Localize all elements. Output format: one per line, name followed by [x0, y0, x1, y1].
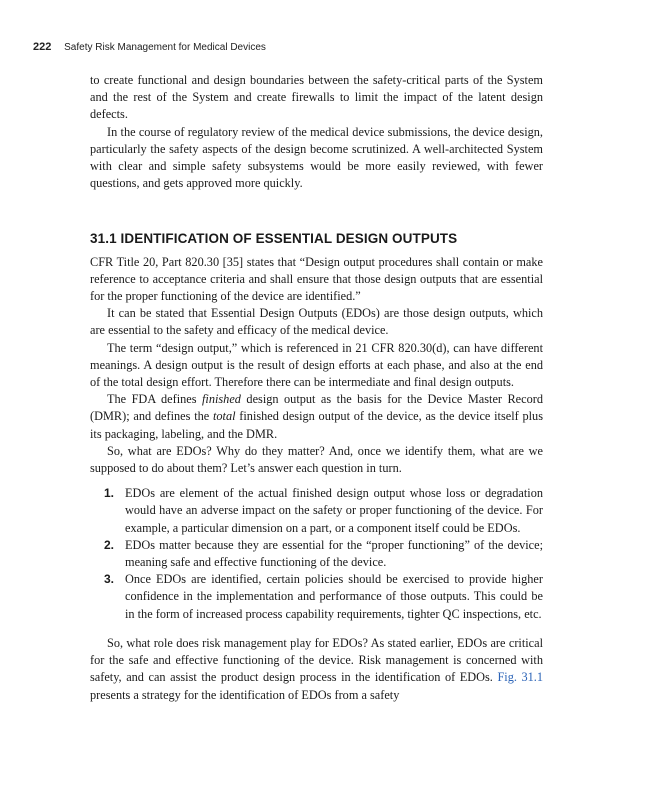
p4-text-b: design output as the basis for the Device Master Record (DMR); and defines the — [90, 392, 543, 424]
p4-emphasis-total: total — [212, 409, 236, 424]
section-paragraph-3: The term “design output,” which is referenced in 21 CFR 820.30(d), can have different meanings. A design output is the result of design efforts at each phase, and also at the end of the total design effort. Therefore there can be intermediate and final design outputs. — [90, 340, 543, 390]
list-item — [90, 571, 543, 623]
p6-text-a: So, what role does risk management play for EDOs? As stated earlier, EDOs are critical for the safe and effective functioning of the device. Risk management is concerned with safety, and can assist the product design process in the identification of EDOs. — [90, 635, 543, 685]
p4-text-a: The FDA defines — [107, 392, 202, 407]
figure-link[interactable]: Fig. 31.1 — [497, 670, 543, 685]
edo-list — [90, 485, 543, 623]
section-heading: 31.1 IDENTIFICATION OF ESSENTIAL DESIGN OUTPUTS — [90, 231, 458, 247]
list-item-number: 2. — [104, 537, 115, 552]
page-number: 222 — [33, 41, 52, 53]
list-item-text: Once EDOs are identified, certain policies should be exercised to provide higher confidence in the implementation and performance of those outputs. This could be in the form of increased process capability requirements, tighter QC inspections, etc. — [125, 572, 543, 621]
section-paragraph-1: CFR Title 20, Part 820.30 [35] states that “Design output procedures shall contain or make reference to acceptance criteria and shall ensure that those design outputs that are essential for the proper functioning of the device are identified.” — [90, 254, 543, 304]
section-paragraph-5: So, what are EDOs? Why do they matter? And, once we identify them, what are we supposed to do about them? Let’s answer each question in turn. — [90, 443, 543, 476]
list-item — [90, 537, 543, 571]
p4-text-c: finished design output of the device, as the device itself plus its packaging, labeling, and the DMR. — [90, 409, 543, 441]
p4-emphasis-finished: finished — [202, 392, 241, 407]
intro-paragraph-2: In the course of regulatory review of the medical device submissions, the device design, particularly the safety aspects of the design become scrutinized. A well-architected System with clear and simple safety subsystems would be more easily reviewed, with fewer questions, and gets approved more quickly. — [90, 124, 543, 191]
intro-paragraph-1: to create functional and design boundaries between the safety-critical parts of the System and the rest of the System and create firewalls to limit the impact of the latent design defects. — [90, 73, 543, 122]
list-item-number: 3. — [104, 572, 115, 587]
list-item-number: 1. — [104, 486, 115, 501]
list-item-text: EDOs matter because they are essential for the “proper functioning” of the device; meaning safe and effective functioning of the device. — [125, 537, 543, 570]
p6-text-b: presents a strategy for the identification of EDOs from a safety — [90, 687, 400, 702]
section-paragraph-6 — [90, 635, 543, 704]
section-paragraph-2: It can be stated that Essential Design Outputs (EDOs) are those design outputs, which are essential to the safety and efficacy of the medical device. — [90, 306, 543, 338]
list-item-text: EDOs are element of the actual finished design output whose loss or degradation would have an adverse impact on the safety or proper functioning of the device. For example, a particular dimension on a part, or a component itself could be EDOs. — [125, 486, 543, 535]
list-item — [90, 485, 543, 537]
book-title: Safety Risk Management for Medical Devices — [64, 42, 266, 53]
body-text — [90, 72, 543, 704]
running-head — [33, 41, 266, 53]
section-paragraph-4 — [90, 391, 543, 443]
